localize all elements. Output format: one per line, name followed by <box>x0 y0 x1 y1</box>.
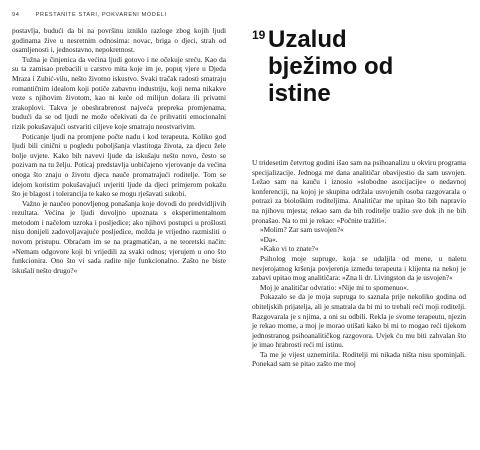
chapter-title-line: Uzalud <box>268 26 347 53</box>
chapter-title-line: istine <box>268 80 331 107</box>
page-number: 94 <box>12 12 20 18</box>
paragraph: Moj je analitičar odvratio: »Nije mi to spomenuo«. <box>260 282 409 292</box>
left-body-text <box>12 26 226 275</box>
paragraph: Poticanje ljudi na promjene počte nadu i kod terapeuta. Koliko god ljudi bili cinični u pogledu poboljšanja vlastitoga života, za djecu žele bolje uvjete. Kako bih navevi ljude da iskušaju nešto novo, često se pozivam na tu želju. Poticaj predstavlja uobičajeno vjerovanje da većina onoga što znaju o životu djeca nauče promatrajući roditelje. Tom se idejom koristim pokušavajući uvjeriti ljude da djeci primjerom pokažu što je blagost i tolerancija te kako se mogu rješavati sukobi. <box>12 131 226 199</box>
chapter-title-line: bježimo od <box>268 53 394 80</box>
running-head <box>12 12 167 18</box>
right-page <box>240 0 480 450</box>
dialogue-line: »Da«. <box>260 234 278 244</box>
chapter-title <box>268 26 448 107</box>
paragraph: Pokazalo se da je moja supruga to saznala prije nekoliko godina od obiteljskih prijatelja, ali je smatrala da bi mi to trebali reći moji roditelji. Razgovarala je s njima, a oni su odbili. Rekla je svome terapeutu, njezin je rekao mome, a moj je morao utišati kako bi mi to mogao reći tijekom jednostranog psihoanalitičkog razgovora. Uvjek ću mu biti zahvalan što je imao hrabrosti reći mi istinu. <box>252 292 466 350</box>
paragraph: U tridesetim četvrtog godini išao sam na psihoanalizu u okviru programa specijalizacije. Jednoga me dana analitičar obavijestio da sam usvojen. Ležao sam na kauču i iznosio »slobodne asocijacije« o nedavnoj konferenciji, na kojoj je skupina održala usvojenih osoba razgovarala o potrazi za biološkim roditeljima. Analitičar me upitao što bih napravio na njihovu mjesta; rekao sam da bih roditelje tražio sve dok ih ne bih pronašao. Na to mi je rekao: »Počnite tražiti«. <box>252 158 466 225</box>
paragraph: Ta me je vijest uznemirila. Roditelji mi nikada ništa nisu spominjali. Ponekad sam se pitao zašto me moj <box>252 349 466 369</box>
dialogue-line: »Kako vi to znate?« <box>260 244 319 254</box>
running-head-title: PRESTANITE STARI, POKVARENI MODELI <box>35 12 167 18</box>
right-body-text <box>252 158 466 369</box>
paragraph: postavlja, budući da bi na površinu izniklo razloge zbog kojih ljudi godinama žive u nesretnim odnosima: novac, briga o djeci, strah od osamljenosti i, jednostavno, nepokretnost. <box>12 26 226 55</box>
paragraph: Važno je naučeo ponovljenog ponašanja koje dovodi do predvidljivih rezultata. Većina je ljudi dovoljno upoznata s eksperimentalnom metodom i načelom uzroka i posljedice; ako njihovi postupci u prošlosti nisu donijeli zadovoljavajuće posljedice, možda je vrijedno razmisliti o novom pristupu. Obraćam im se na pragmatičan, a ne teoretski način: »Nemam odgovore koji bi vrijedili za svaki odnos; vjerujem u ono što funkcionira. Ono što vi sada radite nije funkcionalno. Zašto ne biste iskušali nešto drugo?« <box>12 198 226 275</box>
paragraph: Tužna je činjenica da većina ljudi gotovo i ne očekuje sreću. Kao da su ta zamisao prebacili u carstvo mita koje im je, popuţ vjere u Djeda Mraza i Zubić-vilu, nešto životno iskustvo. Svaki tračak radosti smatraju romantičnim idealom koji potiče zabavnu industriju, koji nema nikakve veze s njihovim životom, kao ni kuće od milijun dolara ili privatni zrakoplovi. Takva je obeshrabrenost najveća prepreka promjenama, budući da se od ljudi ne može očekivati da će prihvatiti emocionalni rizik pokušavajući ostvariti ciljeve koje smatraju neostvarivim. <box>12 54 226 131</box>
paragraph: Psiholog moje supruge, koja se udaljila od mene, u naletu nevjerojatnog kršenja povjerenja između terapeuta i klijenta na nekoj je zabavi upitao mog analitičara: »Zna li dr. Livingston da je usvojen?« <box>252 253 466 283</box>
chapter-number: 19 <box>252 28 266 42</box>
dialogue-line: »Molim? Zar sam usvojen?« <box>260 225 344 235</box>
